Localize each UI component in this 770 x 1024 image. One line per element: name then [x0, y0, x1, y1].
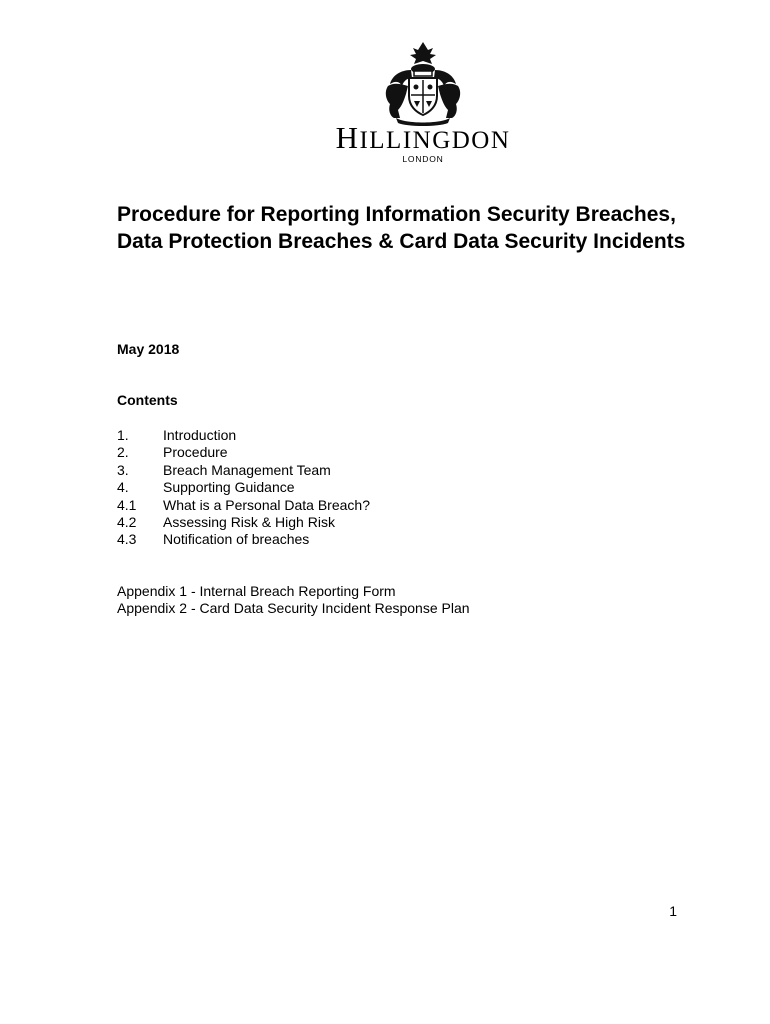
- toc-item-label: Supporting Guidance: [163, 479, 295, 496]
- logo-wordmark: HILLINGDON: [335, 120, 511, 155]
- toc-item-number: 1.: [117, 427, 129, 443]
- toc-item: [117, 427, 617, 444]
- toc-item-number: 4.: [117, 479, 129, 496]
- toc-item: [117, 462, 617, 479]
- appendix-list: [117, 583, 677, 618]
- hillingdon-logo: [316, 40, 530, 170]
- toc-item-label: Breach Management Team: [163, 461, 331, 478]
- appendix-item: Appendix 1 - Internal Breach Reporting Form: [117, 583, 396, 599]
- appendix-item: Appendix 2 - Card Data Security Incident Response Plan: [117, 600, 470, 617]
- toc-item: [117, 444, 617, 461]
- toc-item-label: Procedure: [163, 444, 228, 461]
- crest-tree: [410, 42, 436, 64]
- toc-item-label: What is a Personal Data Breach?: [163, 496, 370, 513]
- logo-subtitle: LONDON: [402, 154, 444, 164]
- document-date: May 2018: [117, 341, 180, 357]
- toc-item-label: Introduction: [163, 427, 237, 443]
- page-number: 1: [669, 903, 677, 919]
- toc-item-number: 4.1: [117, 496, 137, 513]
- crest-supporter-left: [386, 84, 408, 118]
- toc-item-label: Notification of breaches: [163, 531, 310, 548]
- toc-item-number: 2.: [117, 444, 129, 461]
- toc-item-label: Assessing Risk & High Risk: [163, 514, 335, 531]
- crest-supporter-right: [438, 84, 460, 118]
- toc-item: [117, 514, 617, 531]
- contents-heading: Contents: [117, 392, 178, 408]
- document-title: Procedure for Reporting Information Security Breaches, Data Protection Breaches & Card Data Security Incidents: [117, 203, 686, 253]
- toc-item-number: 3.: [117, 461, 129, 478]
- toc-item-number: 4.3: [117, 531, 137, 548]
- toc-item: [117, 531, 617, 548]
- toc-item-number: 4.2: [117, 514, 137, 531]
- toc-item: [117, 497, 617, 514]
- coat-of-arms-crest: [378, 40, 468, 126]
- toc-item: [117, 479, 617, 496]
- table-of-contents: [117, 427, 617, 549]
